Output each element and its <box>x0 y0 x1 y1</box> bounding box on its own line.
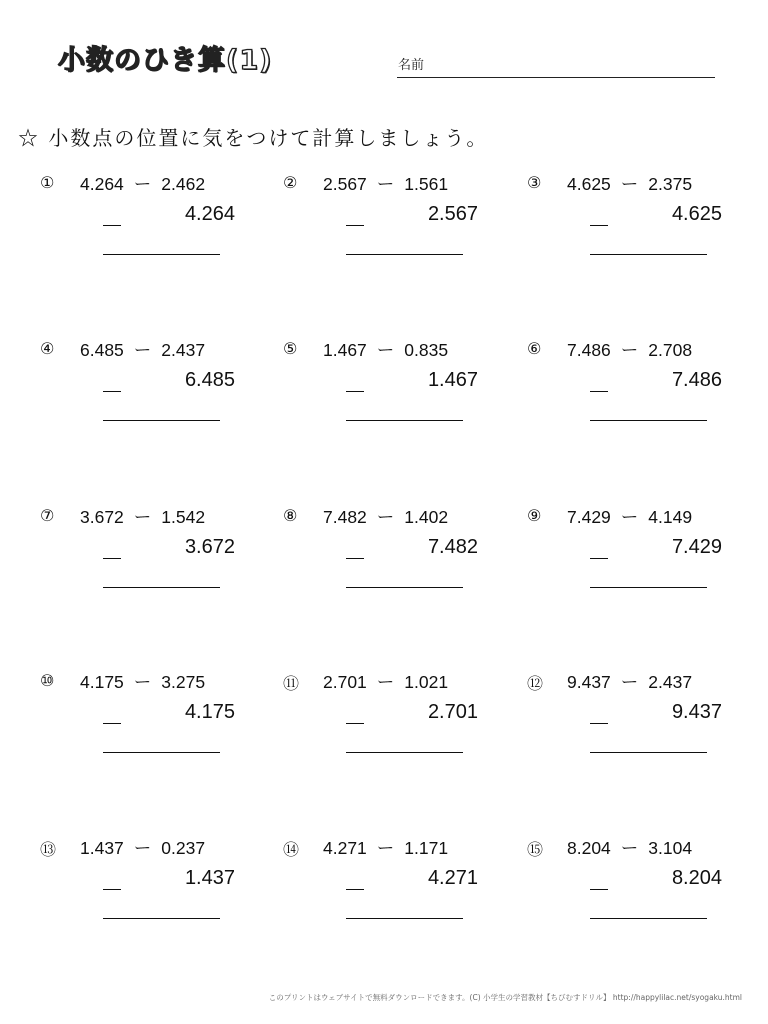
minus-operator: ー <box>133 672 152 692</box>
minuend: 4.264 <box>80 174 124 194</box>
minuend: 2.567 <box>323 174 367 194</box>
minuend: 9.437 <box>567 672 611 692</box>
problem-expression <box>567 171 692 196</box>
problem-expression <box>323 171 448 196</box>
problem-number: ⑭ <box>283 840 300 859</box>
problem-12 <box>527 671 747 781</box>
minus-operator: ー <box>376 340 395 360</box>
problem-number: ⑮ <box>527 840 544 859</box>
problem-9 <box>527 506 747 616</box>
answer-line[interactable] <box>590 752 707 753</box>
minus-operator: ー <box>133 507 152 527</box>
problem-8 <box>283 506 503 616</box>
subtrahend: 1.171 <box>404 838 449 858</box>
minus-operator: ー <box>620 174 639 194</box>
minuend: 7.482 <box>323 507 367 527</box>
minuend: 4.625 <box>567 174 611 194</box>
subtrahend: 1.402 <box>404 507 449 527</box>
instruction-text: ☆ 小数点の位置に気をつけて計算しましょう。 <box>18 126 489 150</box>
column-minuend: 4.271 <box>427 867 478 889</box>
column-minus-sign <box>103 558 121 559</box>
problem-1 <box>40 173 260 283</box>
column-minus-sign <box>103 723 121 724</box>
column-minuend: 8.204 <box>671 867 722 889</box>
problem-expression <box>323 504 448 529</box>
minuend: 1.467 <box>323 340 367 360</box>
column-minus-sign <box>590 889 608 890</box>
answer-line[interactable] <box>103 587 220 588</box>
problem-number: ② <box>283 173 298 192</box>
minus-operator: ー <box>376 672 395 692</box>
problem-13 <box>40 837 260 947</box>
problem-4 <box>40 339 260 449</box>
subtrahend: 4.149 <box>648 507 693 527</box>
subtrahend: 3.275 <box>161 672 206 692</box>
column-minus-sign <box>346 889 364 890</box>
subtrahend: 0.237 <box>161 838 206 858</box>
answer-line[interactable] <box>590 587 707 588</box>
answer-line[interactable] <box>103 420 220 421</box>
answer-line[interactable] <box>346 918 463 919</box>
column-minuend: 2.567 <box>427 203 478 225</box>
column-minuend: 4.625 <box>671 203 722 225</box>
problem-7 <box>40 506 260 616</box>
problem-number: ⑬ <box>40 840 57 859</box>
subtrahend: 2.437 <box>648 672 693 692</box>
answer-line[interactable] <box>346 254 463 255</box>
problem-14 <box>283 837 503 947</box>
answer-line[interactable] <box>590 254 707 255</box>
problem-number: ⑨ <box>527 506 542 525</box>
problem-number: ⑧ <box>283 506 298 525</box>
problem-expression <box>567 835 692 860</box>
minus-operator: ー <box>376 507 395 527</box>
column-minus-sign <box>346 391 364 392</box>
problem-number: ⑩ <box>40 671 55 690</box>
column-minuend: 6.485 <box>184 369 235 391</box>
problem-number: ⑪ <box>283 674 300 693</box>
problem-expression <box>323 669 448 694</box>
column-minus-sign <box>590 391 608 392</box>
column-minuend: 7.482 <box>427 536 478 558</box>
problem-expression <box>567 337 692 362</box>
answer-line[interactable] <box>346 420 463 421</box>
column-minus-sign <box>590 558 608 559</box>
column-minus-sign <box>346 225 364 226</box>
answer-line[interactable] <box>103 752 220 753</box>
minuend: 8.204 <box>567 838 611 858</box>
problem-number: ⑦ <box>40 506 55 525</box>
subtrahend: 1.542 <box>161 507 206 527</box>
subtrahend: 2.462 <box>161 174 206 194</box>
problem-11 <box>283 671 503 781</box>
minuend: 7.486 <box>567 340 611 360</box>
column-minuend: 1.467 <box>427 369 478 391</box>
minuend: 4.271 <box>323 838 367 858</box>
subtrahend: 2.437 <box>161 340 206 360</box>
minuend: 2.701 <box>323 672 367 692</box>
answer-line[interactable] <box>346 587 463 588</box>
column-minuend: 2.701 <box>427 701 478 723</box>
column-minus-sign <box>346 558 364 559</box>
column-minuend: 4.264 <box>184 203 235 225</box>
name-field-line[interactable] <box>397 77 715 78</box>
column-minuend: 4.175 <box>184 701 235 723</box>
answer-line[interactable] <box>590 420 707 421</box>
column-minuend: 1.437 <box>184 867 235 889</box>
problem-expression <box>80 669 205 694</box>
minuend: 7.429 <box>567 507 611 527</box>
problem-number: ⑥ <box>527 339 542 358</box>
column-minuend: 7.429 <box>671 536 722 558</box>
column-minus-sign <box>103 225 121 226</box>
problem-expression <box>567 504 692 529</box>
subtrahend: 0.835 <box>404 340 449 360</box>
problem-number: ⑤ <box>283 339 298 358</box>
problem-expression <box>80 835 205 860</box>
problem-expression <box>80 337 205 362</box>
minus-operator: ー <box>620 672 639 692</box>
problem-number: ① <box>40 173 55 192</box>
problem-15 <box>527 837 747 947</box>
name-label: 名前 <box>398 58 425 73</box>
minus-operator: ー <box>376 838 395 858</box>
answer-line[interactable] <box>590 918 707 919</box>
footer-credit: このプリントはウェブサイトで無料ダウンロードできます。(C) 小学生の学習教材【ちびむすドリル】 http://happylilac.net/syogaku.html <box>268 993 742 1002</box>
minus-operator: ー <box>620 340 639 360</box>
problem-2 <box>283 173 503 283</box>
minus-operator: ー <box>133 174 152 194</box>
subtrahend: 3.104 <box>648 838 693 858</box>
problem-6 <box>527 339 747 449</box>
minuend: 6.485 <box>80 340 124 360</box>
minuend: 3.672 <box>80 507 124 527</box>
column-minus-sign <box>103 889 121 890</box>
column-minus-sign <box>103 391 121 392</box>
subtrahend: 2.708 <box>648 340 693 360</box>
column-minus-sign <box>590 225 608 226</box>
problem-number: ④ <box>40 339 55 358</box>
problem-5 <box>283 339 503 449</box>
problem-expression <box>80 504 205 529</box>
column-minus-sign <box>346 723 364 724</box>
minuend: 4.175 <box>80 672 124 692</box>
problem-3 <box>527 173 747 283</box>
page-title: 小数のひき算(1) <box>58 45 273 76</box>
minus-operator: ー <box>376 174 395 194</box>
answer-line[interactable] <box>103 254 220 255</box>
problem-expression <box>323 337 448 362</box>
answer-line[interactable] <box>103 918 220 919</box>
problem-expression <box>567 669 692 694</box>
minuend: 1.437 <box>80 838 124 858</box>
problem-10 <box>40 671 260 781</box>
minus-operator: ー <box>620 838 639 858</box>
column-minus-sign <box>590 723 608 724</box>
minus-operator: ー <box>133 340 152 360</box>
answer-line[interactable] <box>346 752 463 753</box>
problem-number: ③ <box>527 173 542 192</box>
problem-number: ⑫ <box>527 674 544 693</box>
subtrahend: 1.021 <box>404 672 449 692</box>
minus-operator: ー <box>620 507 639 527</box>
column-minuend: 3.672 <box>184 536 235 558</box>
subtrahend: 1.561 <box>404 174 449 194</box>
subtrahend: 2.375 <box>648 174 693 194</box>
minus-operator: ー <box>133 838 152 858</box>
column-minuend: 9.437 <box>671 701 722 723</box>
problem-expression <box>80 171 205 196</box>
problem-expression <box>323 835 448 860</box>
column-minuend: 7.486 <box>671 369 722 391</box>
